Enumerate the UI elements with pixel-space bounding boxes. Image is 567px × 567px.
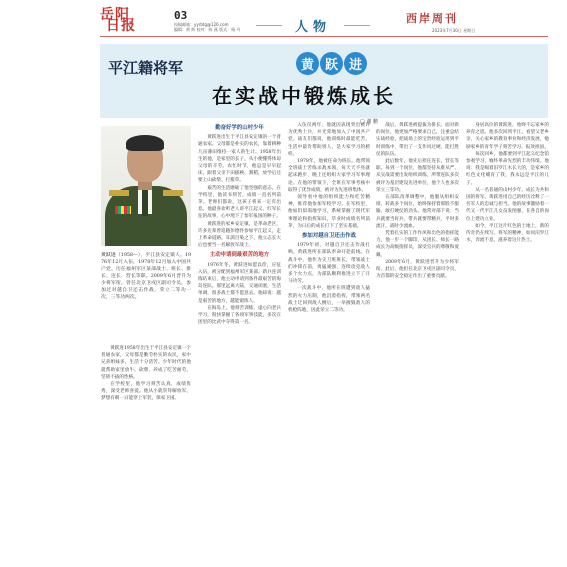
article-paragraph: 每次回乡，他都要到平江起义纪念馆参观学习，缅怀革命先烈的丰功伟绩。他说：我是喝着汨罗江水长大的，是家乡的红色文化哺育了我，我永远是平江的儿子。 [466,151,549,186]
bio-text: （1958—），平江县安定镇人。1976年12月入伍，1978年12月加入中国共产党。历任福州军区某部战士、班长、排长、连长、营长等职。2009年6月晋升为少将军衔。曾任北京卫戍区副司令员。参加过对越自卫还击作战，荣立二等功一次、三等功两次。 [101,253,191,300]
article-paragraph: 黄跃进1958年出生于平江县安定镇一个普通农家，父母都是勤劳朴实的农民，家中兄弟姐妹多，生活十分清苦。少年时代的他就帮助家里放牛、砍柴，养成了吃苦耐劳、坚韧不拔的性格。 [101,346,191,380]
contact-info [174,22,240,32]
article-paragraph: 战后，黄跃进被提拔为排长。面对新的岗位，他更加严格要求自己，注重总结实战经验，把战场上的宝贵经验运用到平时训练中，带出了一支作风过硬、能打胜仗的队伍。 [376,123,459,157]
article-paragraph: 黄跃进的家乡安定镇，是革命老区，许多先辈曾追随彭德怀参加平江起义，走上革命道路。耳濡目染之下，他立志长大后也要当一名解放军战士。 [198,221,281,249]
article-subheading: 参加对越自卫还击作战 [302,233,356,240]
article-paragraph: 身居高位的黄跃进，始终不忘家乡的养育之恩。他多次回到平江，看望父老乡亲，关心家乡的教育事业和经济发展，勉励家乡的青年学子刻苦学习、报效祖国。 [466,123,549,150]
article-paragraph: 1976年冬，黄跃进如愿以偿，应征入伍，被分配到福州军区某部。新兵连训练结束后，他主动申请到条件最艰苦的海岛连队。那里远离大陆，交通闭塞，生活单调，很多战士都不愿意去，他却说：越是艰苦的地方，越能锻炼人。 [198,262,281,304]
portrait-photo [101,126,191,246]
name-char: 进 [344,52,367,75]
article-paragraph: 一次战斗中，他所在班遭到敌人猛烈的火力压制，他沉着指挥，带领两名战士迂回到敌人侧后，一举摧毁敌人的机枪阵地，因此荣立二等功。 [288,286,370,314]
article-column-3 [376,122,459,547]
masthead-logo: 岳阳 日报 [100,7,136,34]
headline-prefix: 平江籍将军 [108,59,184,77]
article-paragraph: 从一名普通的山村少年，成长为共和国的将军，黄跃进用自己的经历诠释了一名军人的忠诚与担当。他的故事激励着一代又一代平江儿女奋发图强，在各自的岗位上建功立业。 [466,187,549,222]
article-paragraph: 在学校里，他学习刻苦认真，成绩优秀，深受老师喜爱。他从小就崇拜解放军，梦想有朝一日能穿上军装，保家卫国。 [101,382,191,402]
article-column-4 [466,122,549,547]
headline-main: 在实战中锻炼成长 [212,84,396,108]
article-column-2 [288,122,370,547]
article-paragraph: 凭着扎实的工作作风和出色的指挥能力，他一步一个脚印，从团长、师长一路成长为高级指挥员，深受官兵的尊敬和爱戴。 [376,231,459,258]
byline: □ 谢 鹏 [360,119,378,125]
headline-band [100,44,548,118]
page-number: 03 [174,9,188,22]
article-subheading: 主动申请到最艰苦的地方 [209,252,270,259]
weekly-title: 西岸周刊 [406,12,458,25]
article-paragraph: 2009年6月，黄跃进晋升为少将军衔。此后，他担任北京卫戍区副司令员，为首都的安全稳定作出了重要贡献。 [376,259,459,280]
name-char: 跃 [320,52,343,75]
article-paragraph: 1979年初，对越自卫还击作战打响。黄跃进所在部队奉命开赴前线。在战斗中，他作为尖刀班班长，带领战士们冲锋在前，勇猛顽强，连续攻克敌人多个火力点，为部队顺利推进立下了汗马功劳。 [288,243,370,285]
contact-email: 投稿邮箱：yyrbtg@126.com [174,22,229,27]
issue-date: 2023年7月30日 星期日 [432,28,476,33]
article-paragraph: 此后数年，他先后担任连长、营长等职。每到一个岗位，他都坚持从难从严、从实战需要出发组织训练，所带连队多次被评为基层建设先进单位，他个人也多次荣立三等功。 [376,159,459,193]
article-column-0 [101,345,191,547]
article-paragraph: 1978年，他被任命为班长。他带领全班战士苦练杀敌本领，每天天不亮就起床跑步，晚上还组织大家学习军事理论。在他的带领下，全班在军事考核中取得了优异成绩，被评为先进班集体。 [288,159,370,193]
article-paragraph: 艰苦的生活磨砺了他坚强的意志。在学校里，他读书刻苦，成绩一直名列前茅。老师们都说，这孩子将来一定有出息。他最喜欢听老人讲平江起义、红军长征的故事，心中埋下了参军报国的种子。 [198,185,281,220]
header-divider [100,36,548,37]
article-paragraph: 入伍仅两年，他就因表现突出被评为优秀士兵，并光荣地加入了中国共产党。战友们都说，他训练时最能吃苦，生活中最肯帮助别人，是大家学习的榜样。 [288,123,370,157]
headline-name [296,52,367,75]
name-char: 黄 [296,52,319,75]
article-paragraph: 在海岛上，他刻苦训练，虚心向老兵学习，很快掌握了各项军事技能，多次在团里的比武中夺得第一名。 [198,305,281,326]
article-paragraph: 领导看中他的组织能力和吃苦精神，推荐他参加军校学习。在军校里，他如饥似渴地学习，系统掌握了现代军事理论和指挥知识，毕业时成绩名列前茅，为日后的成长打下了坚实基础。 [288,195,370,229]
article-paragraph: 在部队改革调整中，他服从组织安排，转战多个岗位，始终保持着那股不服输、敢打硬仗的劲头。他常对部下说：当兵就要当好兵，带兵就要带精兵，平时多流汗，战时少流血。 [376,195,459,229]
section-title: 人物 [258,16,368,35]
article-paragraph: 如今，平江这片红色的土地上，新的传奇仍在续写。将军的精神，如同汨罗江水，奔流不息，滋养着这片热土。 [466,223,549,244]
article-paragraph: 黄跃进出生于平江县安定镇的一个普通农家。父母都是朴实的农民，靠着耕种几亩薄田维持一家人的生计。1958年出生的他，是家里的长子，从小便懂得体谅父母的辛劳。农忙时节，他总是早早起床，跟着父亲下田插秧、割稻，放学后还要上山砍柴、打猪草。 [198,135,281,184]
bio-caption [101,252,191,342]
article-subheading: 勤奋好学的山村少年 [215,125,264,131]
article-column-1 [198,122,281,547]
editor-credits: 编辑：黄 辉 校对：陈 燕 版式：杨 丹 [174,27,241,32]
bio-name: 黄跃进 [101,253,116,258]
